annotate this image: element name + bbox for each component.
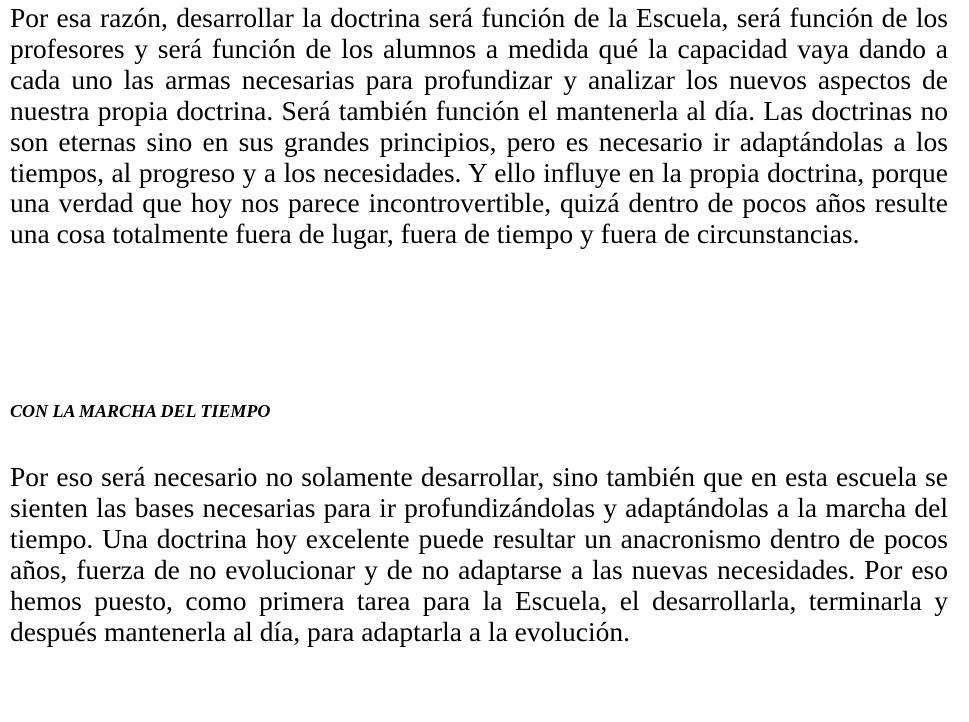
section-heading: CON LA MARCHA DEL TIEMPO <box>10 401 271 421</box>
body-paragraph-1: Por esa razón, desarrollar la doctrina será función de la Escuela, será función de los profesores y será función de los alumnos a medida qué la capacidad vaya dando a cada uno las armas necesarias para profundizar y analizar los nuevos aspectos de nuestra propia doctrina. Será también función el mantenerla al día. Las doctrinas no son eternas sino en sus grandes principios, pero es necesario ir adaptándolas a los tiempos, al progreso y a los necesidades. Y ello influye en la propia doctrina, porque una verdad que hoy nos parece incontrovertible, quizá dentro de pocos años resulte una cosa totalmente fuera de lugar, fuera de tiempo y fuera de circunstancias. <box>10 2 948 250</box>
paragraph-1-container <box>10 3 948 250</box>
body-paragraph-2: Por eso será necesario no solamente desarrollar, sino también que en esta escuela se sienten las bases necesarias para ir profundizándolas y adaptándolas a la marcha del tiempo. Una doctrina hoy excelente puede resultar un anacronismo dentro de pocos años, fuerza de no evolucionar y de no adaptarse a las nuevas necesidades. Por eso hemos puesto, como primera tarea para la Escuela, el desarrollarla, terminarla y después mantenerla al día, para adaptarla a la evolución. <box>10 461 948 647</box>
